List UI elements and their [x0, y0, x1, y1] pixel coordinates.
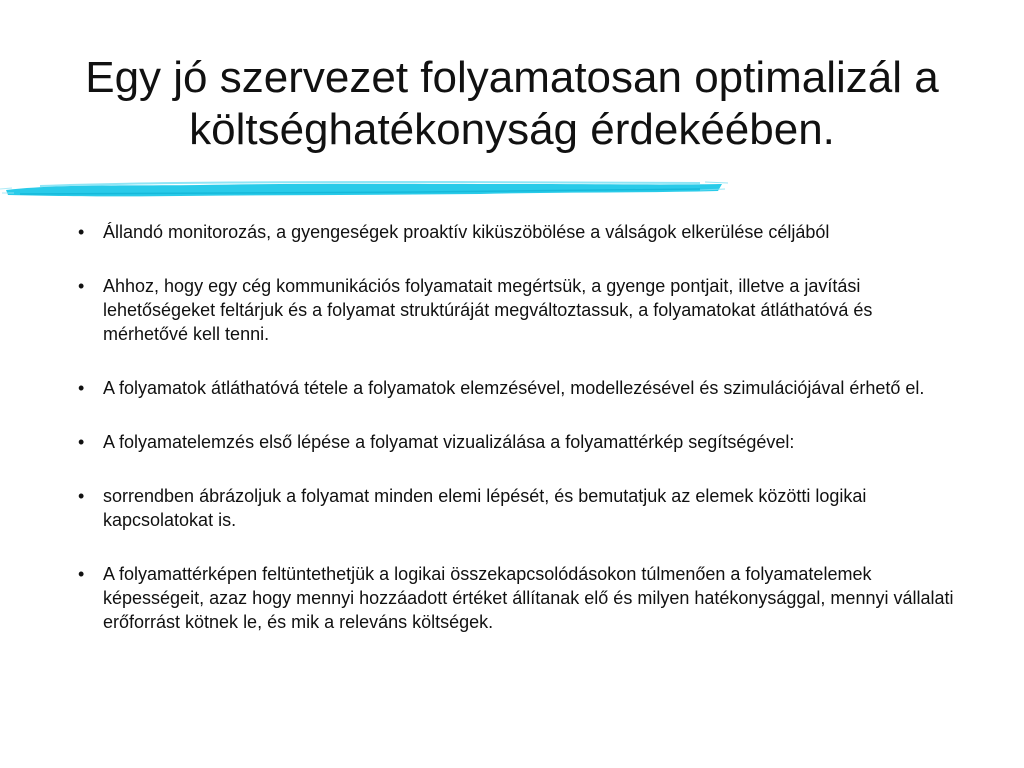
bullet-item	[78, 376, 958, 400]
bullet-text: A folyamattérképen feltüntethetjük a logikai összekapcsolódásokon túlmenően a folyamatelemek képességeit, azaz hogy mennyi hozzáadott értéket állítanak elő és milyen hatékonysággal, mennyi vállalati erőforrást kötnek le, és mik a releváns költségek.	[103, 564, 954, 632]
bullet-dot: •	[78, 276, 85, 296]
bullet-text: A folyamatelemzés első lépése a folyamat vizualizálása a folyamattérkép segítségével:	[103, 432, 795, 452]
slide-title: Egy jó szervezet folyamatosan optimalizál a költséghatékonyság érdekéében.	[85, 53, 939, 154]
bullet-item	[78, 562, 958, 634]
brush-stroke-divider	[0, 176, 730, 202]
bullet-dot: •	[78, 432, 85, 452]
bullet-text: sorrendben ábrázoljuk a folyamat minden elemi lépését, és bemutatjuk az elemek közötti logikai kapcsolatokat is.	[103, 486, 867, 530]
bullet-text: A folyamatok átláthatóvá tétele a folyamatok elemzésével, modellezésével és szimulációjával érhető el.	[103, 378, 925, 398]
bullet-text: Állandó monitorozás, a gyengeségek proaktív kiküszöbölése a válságok elkerülése céljából	[103, 222, 830, 242]
bullet-dot: •	[78, 222, 85, 242]
bullet-item	[78, 484, 958, 532]
bullet-dot: •	[78, 486, 85, 506]
bullet-item	[78, 430, 958, 454]
bullet-item	[78, 274, 958, 346]
bullet-dot: •	[78, 378, 85, 398]
bullet-list	[78, 220, 958, 634]
bullet-text: Ahhoz, hogy egy cég kommunikációs folyamatait megértsük, a gyenge pontjait, illetve a javítási lehetőségeket feltárjuk és a folyamat struktúráját megváltoztassuk, a folyamatokat átláthatóvá és mérhetővé kell tenni.	[103, 276, 873, 344]
bullet-dot: •	[78, 564, 85, 584]
bullet-item	[78, 220, 958, 244]
